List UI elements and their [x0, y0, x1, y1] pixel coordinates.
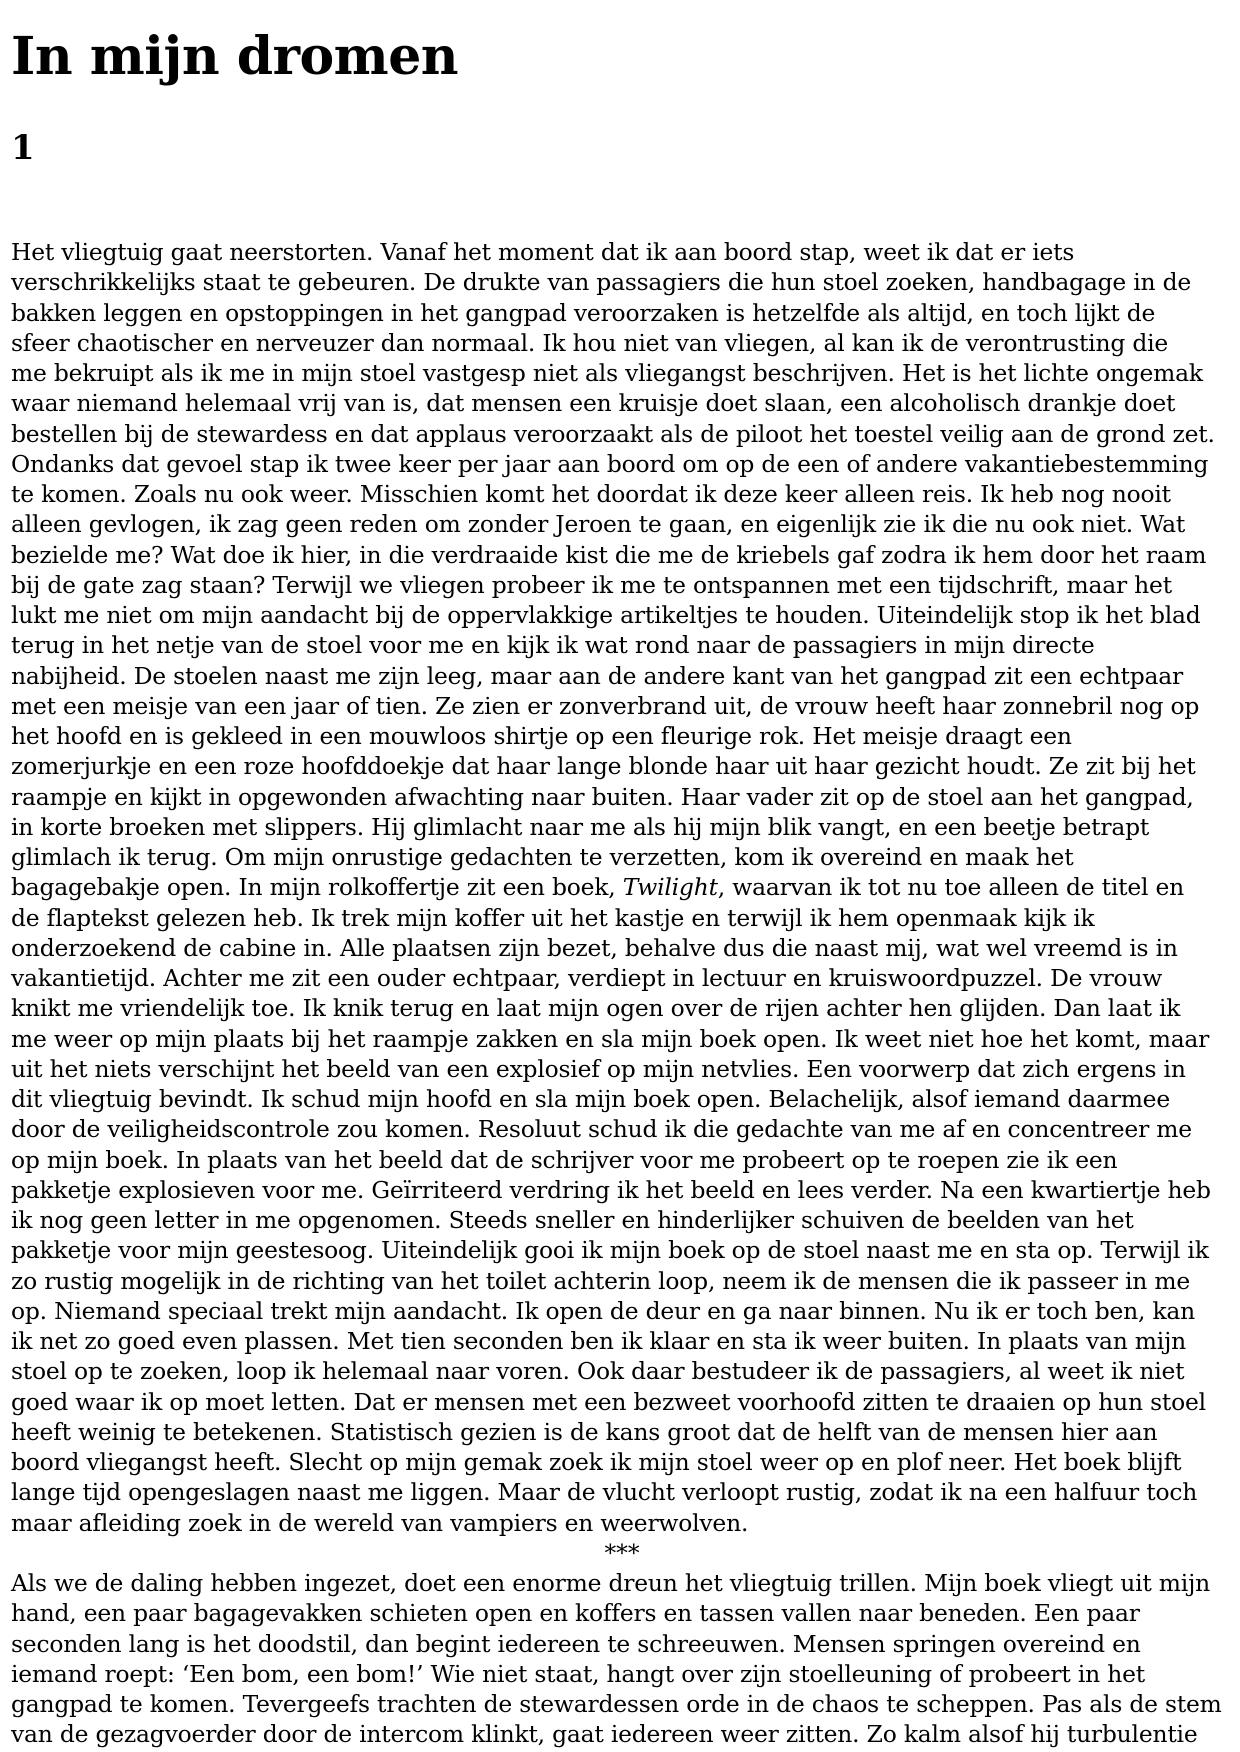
text-line: gangpad te komen. Tevergeefs trachten de stewardessen orde in de chaos te scheppen. Pas als de stem	[11, 1690, 1222, 1718]
chapter-body	[11, 237, 1233, 1750]
text-line: uit het niets verschijnt het beeld van een explosief op mijn netvlies. Een voorwerp dat zich ergens in	[11, 1054, 1186, 1083]
text-line: heeft weinig te betekenen. Statistisch gezien is de kans groot dat de helft van de mensen hier aan	[11, 1417, 1158, 1446]
text-line: Als we de daling hebben ingezet, doet een enorme dreun het vliegtuig trillen. Mijn boek vliegt uit mijn	[11, 1569, 1210, 1597]
book-title: In mijn dromen	[11, 26, 459, 87]
text-line: me bekruipt als ik me in mijn stoel vastgesp niet als vliegangst beschrijven. Het is het lichte ongemak	[11, 359, 1203, 387]
text-line: stoel op te zoeken, loop ik helemaal naar voren. Ook daar bestudeer ik de passagiers, al weet ik niet	[11, 1357, 1185, 1386]
text-run: bagagebakje open. In mijn rolkoffertje zit een boek,	[11, 873, 623, 902]
text-line: van de gezagvoerder door de intercom klinkt, gaat iedereen weer zitten. Zo kalm alsof hij turbulentie	[11, 1720, 1198, 1749]
text-line: pakketje voor mijn geestesoog. Uiteindelijk gooi ik mijn boek op de stoel naast me en sta op. Terwijl ik	[11, 1236, 1209, 1265]
paragraph-1	[11, 237, 1233, 1538]
text-line: bakken leggen en opstoppingen in het gangpad veroorzaken is hetzelfde als altijd, en toch lijkt de	[11, 298, 1156, 327]
text-line: raampje en kijkt in opgewonden afwachting naar buiten. Haar vader zit op de stoel aan het gangpad,	[11, 782, 1194, 811]
text-line: bij de gate zag staan? Terwijl we vliegen probeer ik me te ontspannen met een tijdschrift, maar het	[11, 570, 1172, 599]
text-line: me weer op mijn plaats bij het raampje zakken en sla mijn boek open. Ik weet niet hoe het komt, maar	[11, 1024, 1210, 1053]
text-line: in korte broeken met slippers. Hij glimlacht naar me als hij mijn blik vangt, en een beetje betrapt	[11, 812, 1150, 841]
text-run: , waarvan ik tot nu toe alleen de titel en	[717, 873, 1185, 902]
text-line: nabijheid. De stoelen naast me zijn leeg, maar aan de andere kant van het gangpad zit een echtpaar	[11, 661, 1183, 690]
text-line: lange tijd opengeslagen naast me liggen. Maar de vlucht verloopt rustig, zodat ik na een halfuur toch	[11, 1478, 1198, 1507]
text-line: de flaptekst gelezen heb. Ik trek mijn koffer uit het kastje en terwijl ik hem openmaak kijk ik	[11, 903, 1095, 932]
text-line: op mijn boek. In plaats van het beeld dat de schrijver voor me probeert op te roepen zie ik een	[11, 1145, 1118, 1174]
text-line: zomerjurkje en een roze hoofddoekje dat haar lange blonde haar uit haar gezicht houdt. Ze zit bij het	[11, 752, 1196, 781]
text-line: dit vliegtuig bevindt. Ik schud mijn hoofd en sla mijn boek open. Belachelijk, alsof iemand daarmee	[11, 1085, 1170, 1113]
text-line: waar niemand helemaal vrij van is, dat mensen een kruisje doet slaan, een alcoholisch drankje doet	[11, 389, 1176, 418]
text-line: maar afleiding zoek in de wereld van vampiers en weerwolven.	[11, 1508, 749, 1537]
text-line: pakketje explosieven voor me. Geïrriteerd verdring ik het beeld en lees verder. Na een kwartiertje heb	[11, 1175, 1211, 1204]
text-line	[11, 872, 1233, 902]
text-line: iemand roept: ‘Een bom, een bom!’ Wie niet staat, hangt over zijn stoelleuning of probeert in het	[11, 1659, 1145, 1688]
text-line: bestellen bij de stewardess en dat applaus veroorzaakt als de piloot het toestel veilig aan de grond zet.	[11, 419, 1215, 448]
text-line: vakantietijd. Achter me zit een ouder echtpaar, verdiept in lectuur en kruiswoordpuzzel. De vrouw	[11, 964, 1163, 992]
text-line: glimlach ik terug. Om mijn onrustige gedachten te verzetten, kom ik overeind en maak het	[11, 843, 1074, 871]
text-line: onderzoekend de cabine in. Alle plaatsen zijn bezet, behalve dus die naast mij, wat wel vreemd is in	[11, 933, 1178, 962]
chapter-heading: 1	[11, 128, 35, 168]
text-line: door de veiligheidscontrole zou komen. Resoluut schud ik die gedachte van me af en concentreer me	[11, 1115, 1192, 1144]
text-line: ik net zo goed even plassen. Met tien seconden ben ik klaar en sta ik weer buiten. In plaats van mijn	[11, 1327, 1186, 1355]
text-line: Het vliegtuig gaat neerstorten. Vanaf het moment dat ik aan boord stap, weet ik dat er iets	[11, 238, 1075, 266]
text-line: seconden lang is het doodstil, dan begint iedereen te schreeuwen. Mensen springen overeind en	[11, 1629, 1141, 1658]
text-line: sfeer chaotischer en nerveuzer dan normaal. Ik hou niet van vliegen, al kan ik de verontrusting die	[11, 328, 1169, 357]
text-line: het hoofd en is gekleed in een mouwloos shirtje op een fleurige rok. Het meisje draagt een	[11, 722, 1072, 750]
paragraph-2	[11, 1568, 1233, 1750]
section-separator: ***	[604, 1538, 640, 1567]
text-line: te komen. Zoals nu ook weer. Misschien komt het doordat ik deze keer alleen reis. Ik heb nog nooit	[11, 480, 1171, 508]
text-line: hand, een paar bagagevakken schieten open en koffers en tassen vallen naar beneden. Een paar	[11, 1599, 1140, 1628]
text-line: boord vliegangst heeft. Slecht op mijn gemak zoek ik mijn stoel weer op en plof neer. Het boek blijft	[11, 1448, 1182, 1476]
text-line: terug in het netje van de stoel voor me en kijk ik wat rond naar de passagiers in mijn directe	[11, 631, 1095, 660]
text-line: Ondanks dat gevoel stap ik twee keer per jaar aan boord om op de een of andere vakantiebestemming	[11, 449, 1209, 478]
book-reference-italic: Twilight	[622, 873, 718, 902]
text-line: ik nog geen letter in me opgenomen. Steeds sneller en hinderlijker schuiven de beelden van het	[11, 1206, 1134, 1234]
text-line: bezielde me? Wat doe ik hier, in die verdraaide kist die me de kriebels gaf zodra ik hem door het raam	[11, 540, 1207, 569]
text-line: verschrikkelijks staat te gebeuren. De drukte van passagiers die hun stoel zoeken, handbagage in de	[11, 268, 1192, 297]
text-line: op. Niemand speciaal trekt mijn aandacht. Ik open de deur en ga naar binnen. Nu ik er toch ben, kan	[11, 1296, 1196, 1325]
text-line: knikt me vriendelijk toe. Ik knik terug en laat mijn ogen over de rijen achter hen glijden. Dan laat ik	[11, 994, 1181, 1023]
text-line: alleen gevlogen, ik zag geen reden om zonder Jeroen te gaan, en eigenlijk zie ik die nu ook niet. Wat	[11, 510, 1186, 539]
text-line: met een meisje van een jaar of tien. Ze zien er zonverbrand uit, de vrouw heeft haar zonnebril nog op	[11, 691, 1200, 720]
text-line: zo rustig mogelijk in de richting van het toilet achterin loop, neem ik de mensen die ik passeer in me	[11, 1266, 1191, 1295]
text-line: lukt me niet om mijn aandacht bij de oppervlakkige artikeltjes te houden. Uiteindelijk stop ik het blad	[11, 601, 1201, 629]
text-line: goed waar ik op moet letten. Dat er mensen met een bezweet voorhoofd zitten te draaien op hun stoel	[11, 1387, 1206, 1416]
